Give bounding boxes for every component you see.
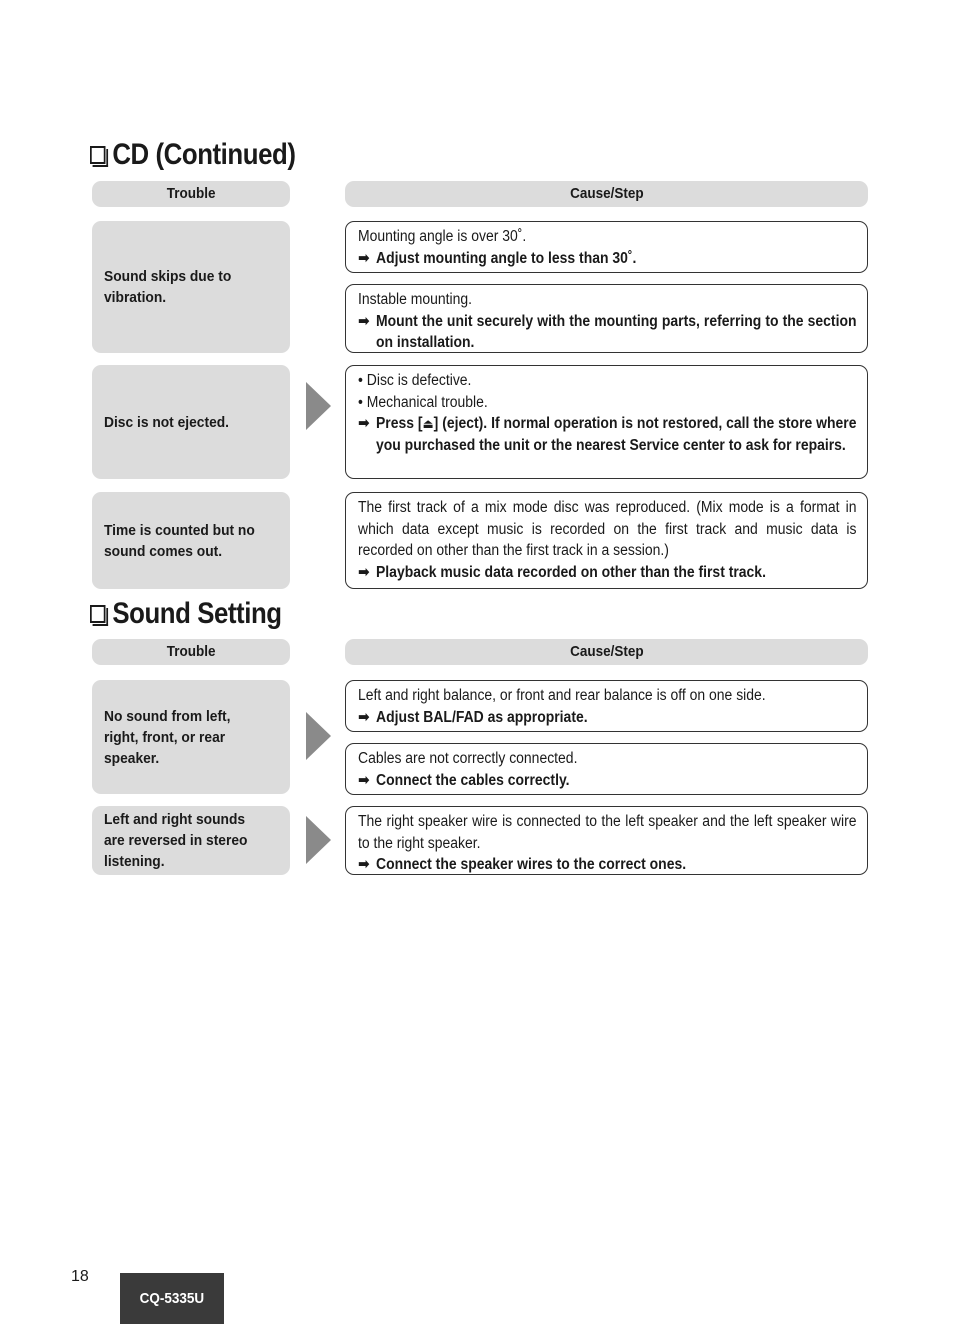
bullet-item: • Disc is defective. xyxy=(358,370,856,392)
bullet-icon: • xyxy=(358,393,363,411)
arrow-right-icon: ➡ xyxy=(358,563,370,581)
cause-text: The first track of a mix mode disc was reproduced. (Mix mode is a format in which data except music is recorded on the first track and music data is recorded on other than the first track in a session.) xyxy=(358,499,857,559)
trouble-column-header: Trouble xyxy=(92,639,290,665)
arrow-right-icon: ➡ xyxy=(358,312,370,330)
pointer-arrow-icon xyxy=(306,816,331,864)
cause-text: Left and right balance, or front and rear balance is off on one side. xyxy=(358,687,766,704)
bullet-icon: • xyxy=(358,372,363,389)
trouble-cell: Disc is not ejected. xyxy=(92,365,290,479)
trouble-cell: Time is counted but no sound comes out. xyxy=(92,492,290,589)
trouble-cell: No sound from left, right, front, or rear speaker. xyxy=(92,680,290,794)
cause-text: Cables are not correctly connected. xyxy=(358,750,578,767)
page-number: 18 xyxy=(71,1268,89,1285)
cause-box xyxy=(345,284,868,353)
arrow-right-icon: ➡ xyxy=(358,415,370,432)
section-title-cd: CD (Continued) xyxy=(90,138,295,172)
step-line: ➡ Mount the unit securely with the mounting parts, referring to the section on installation. xyxy=(358,311,856,354)
arrow-right-icon: ➡ xyxy=(358,249,370,267)
cause-box xyxy=(345,680,868,732)
arrow-right-icon: ➡ xyxy=(358,856,370,873)
eject-icon: ⏏ xyxy=(422,416,434,431)
trouble-cell: Left and right sounds are reversed in stereo listening. xyxy=(92,806,290,875)
cause-text: Mounting angle is over 30˚. xyxy=(358,228,527,245)
cause-box xyxy=(345,365,868,479)
section-title-sound-setting: Sound Setting xyxy=(90,597,282,631)
step-line: ➡ Adjust BAL/FAD as appropriate. xyxy=(358,707,856,729)
step-line: ➡ Adjust mounting angle to less than 30˚. xyxy=(358,248,856,270)
section-square-icon xyxy=(90,146,105,164)
trouble-cell: Sound skips due to vibration. xyxy=(92,221,290,353)
cause-box xyxy=(345,743,868,795)
step-line: ➡ Connect the speaker wires to the correct ones. xyxy=(358,854,856,876)
bullet-item: • Mechanical trouble. xyxy=(358,392,856,414)
cause-box xyxy=(345,221,868,273)
step-line: ➡ Playback music data recorded on other than the first track. xyxy=(358,562,856,584)
pointer-arrow-icon xyxy=(306,382,331,430)
cause-column-header: Cause/Step xyxy=(345,181,868,207)
cause-box xyxy=(345,492,868,589)
cause-text: The right speaker wire is connected to the left speaker and the left speaker wire to the right speaker. xyxy=(358,813,857,852)
arrow-right-icon: ➡ xyxy=(358,708,370,726)
step-line: ➡ Connect the cables correctly. xyxy=(358,770,856,792)
cause-column-header: Cause/Step xyxy=(345,639,868,665)
pointer-arrow-icon xyxy=(306,712,331,760)
trouble-column-header: Trouble xyxy=(92,181,290,207)
section-square-icon xyxy=(90,605,105,623)
cause-text: Instable mounting. xyxy=(358,291,473,308)
step-line: ➡ Press [⏏] (eject). If normal operation is not restored, call the store where you purchased the unit or the nearest Service center to ask for repairs. xyxy=(358,413,856,456)
cause-box xyxy=(345,806,868,875)
model-badge: CQ-5335U xyxy=(120,1273,224,1324)
arrow-right-icon: ➡ xyxy=(358,771,370,789)
